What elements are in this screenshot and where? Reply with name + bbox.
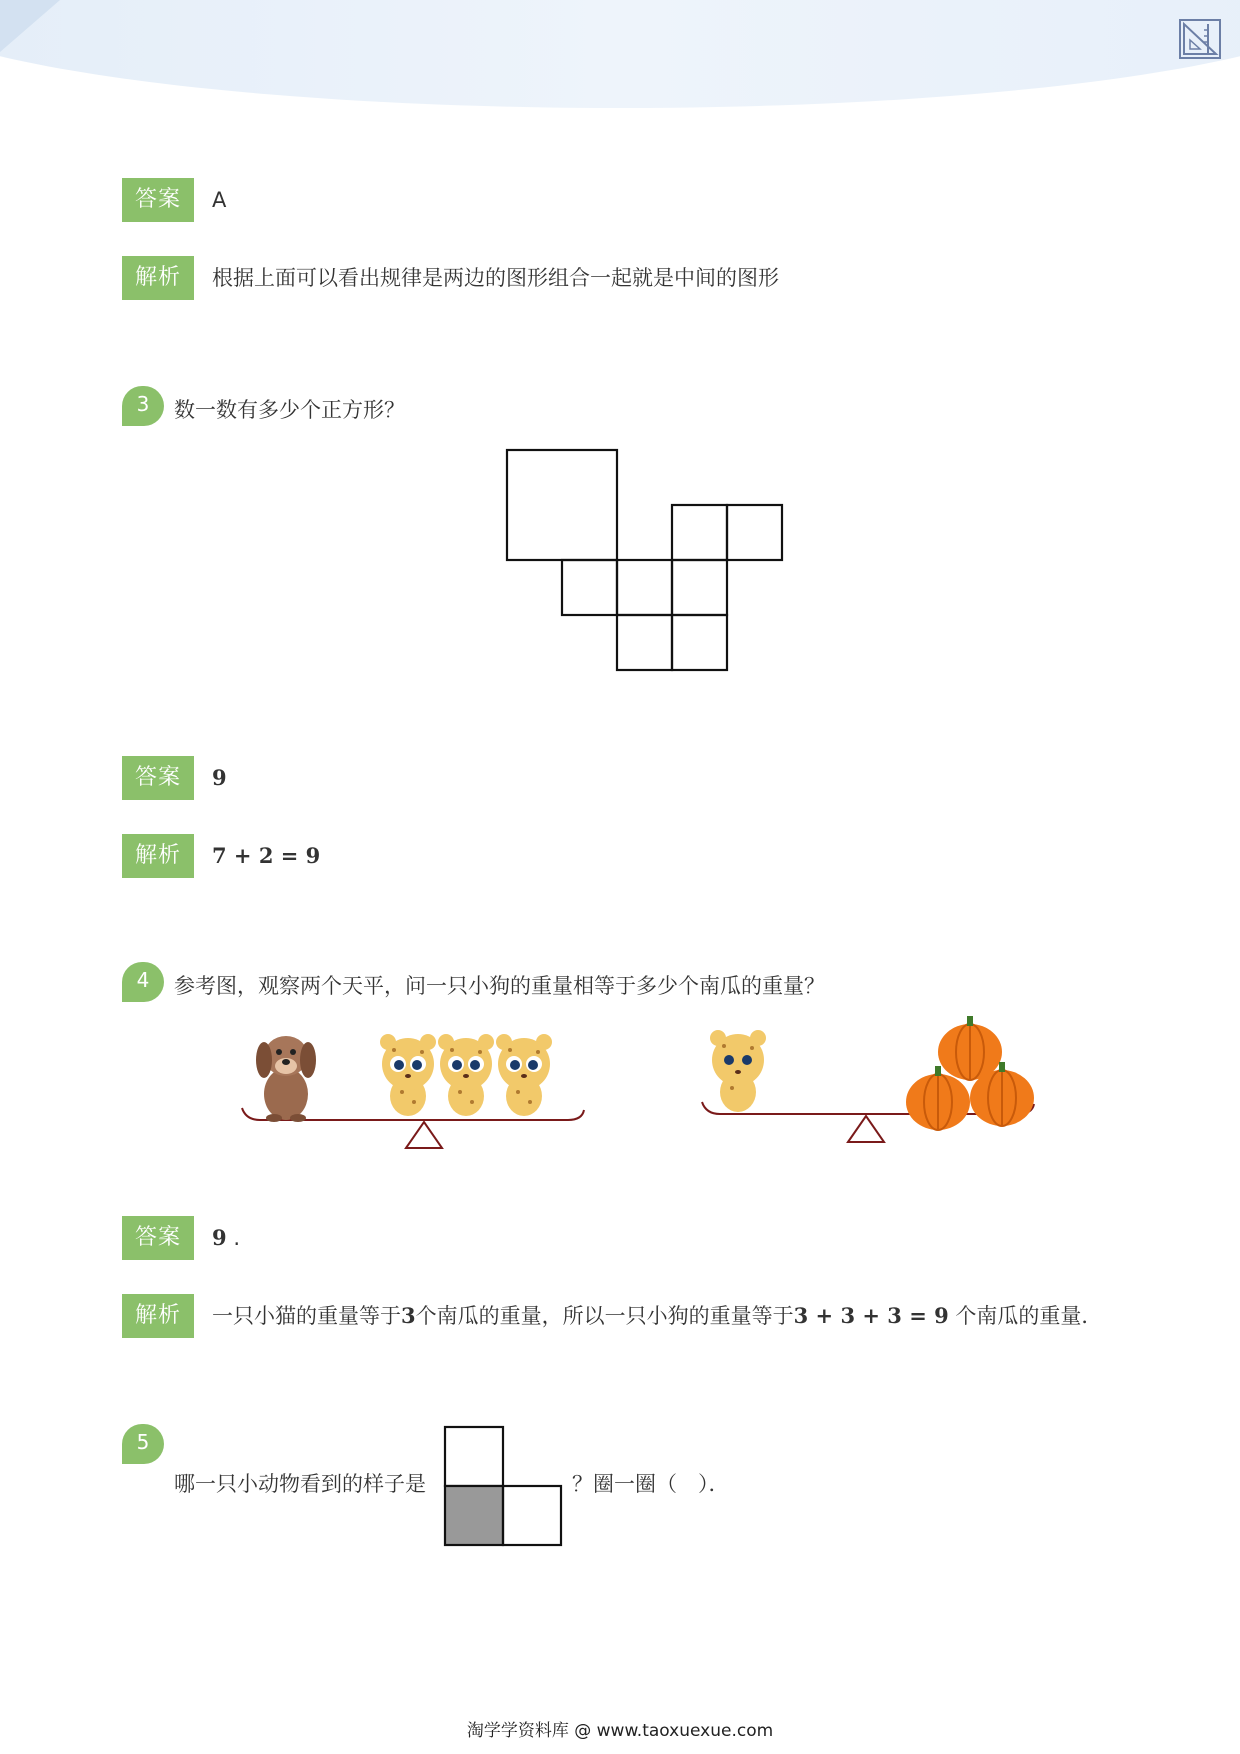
q4-analysis-num: 3 [401,1303,416,1328]
small-square [562,560,617,615]
view-shape-figure [444,1426,564,1548]
analysis-label: 解析 [122,256,194,300]
small-square [672,505,727,560]
question-number-3: 3 [122,386,164,426]
answer-label: 答案 [122,178,194,222]
cat-icon [710,1030,766,1112]
analysis-label: 解析 [122,1294,194,1338]
answer-label: 答案 [122,756,194,800]
cat-icon [496,1034,552,1116]
scale-fulcrum [848,1116,884,1142]
q2-answer: A [212,188,227,212]
big-square [507,450,617,560]
q4-analysis-part2: 个南瓜的重量，所以一只小狗的重量等于 [415,1304,794,1328]
question-number-4: 4 [122,962,164,1002]
q5-question-after: ？圈一圈（ ）． [572,1472,730,1496]
balance-scale-cat-pumpkins [698,1010,1038,1146]
question-number-5: 5 [122,1424,164,1464]
footer-watermark: 淘学学资料库 @ www.taoxuexue.com [466,1721,774,1741]
header-corner-decoration [0,0,60,52]
analysis-label: 解析 [122,834,194,878]
q4-answer: 9 [212,1225,227,1250]
shape-square-top [445,1427,503,1486]
q3-answer: 9 [212,765,227,790]
q4-answer-line [212,1216,240,1260]
header-banner [0,0,1240,108]
q3-analysis: 7 + 2 = 9 [212,843,321,868]
q4-analysis-part1: 一只小猫的重量等于 [212,1304,401,1328]
q4-analysis-part3: 个南瓜的重量． [948,1304,1103,1328]
small-square [727,505,782,560]
q4-analysis-expr: 3 + 3 + 3 = 9 [793,1303,949,1328]
balance-scale-dog-cats [238,1020,588,1150]
shape-square-shaded [445,1486,503,1545]
cat-icon [438,1034,494,1116]
answer-label: 答案 [122,1216,194,1260]
small-square [617,615,672,670]
scale-fulcrum [406,1122,442,1148]
small-square [672,560,727,615]
ruler-triangle-icon [1178,18,1222,60]
dog-icon [256,1036,316,1122]
q4-question: 参考图，观察两个天平，问一只小狗的重量相等于多少个南瓜的重量？ [174,974,825,998]
small-square [617,560,672,615]
shape-square-right [503,1486,561,1545]
q5-question-before: 哪一只小动物看到的样子是 [174,1472,426,1496]
q4-answer-suffix: . [233,1226,240,1250]
q2-analysis: 根据上面可以看出规律是两边的图形组合一起就是中间的图形 [212,266,779,290]
squares-figure [505,448,785,672]
q4-analysis [212,1294,1102,1338]
cat-icon [380,1034,436,1116]
pumpkin-icon [938,1016,1002,1080]
small-square [672,615,727,670]
q3-question: 数一数有多少个正方形？ [174,398,405,422]
